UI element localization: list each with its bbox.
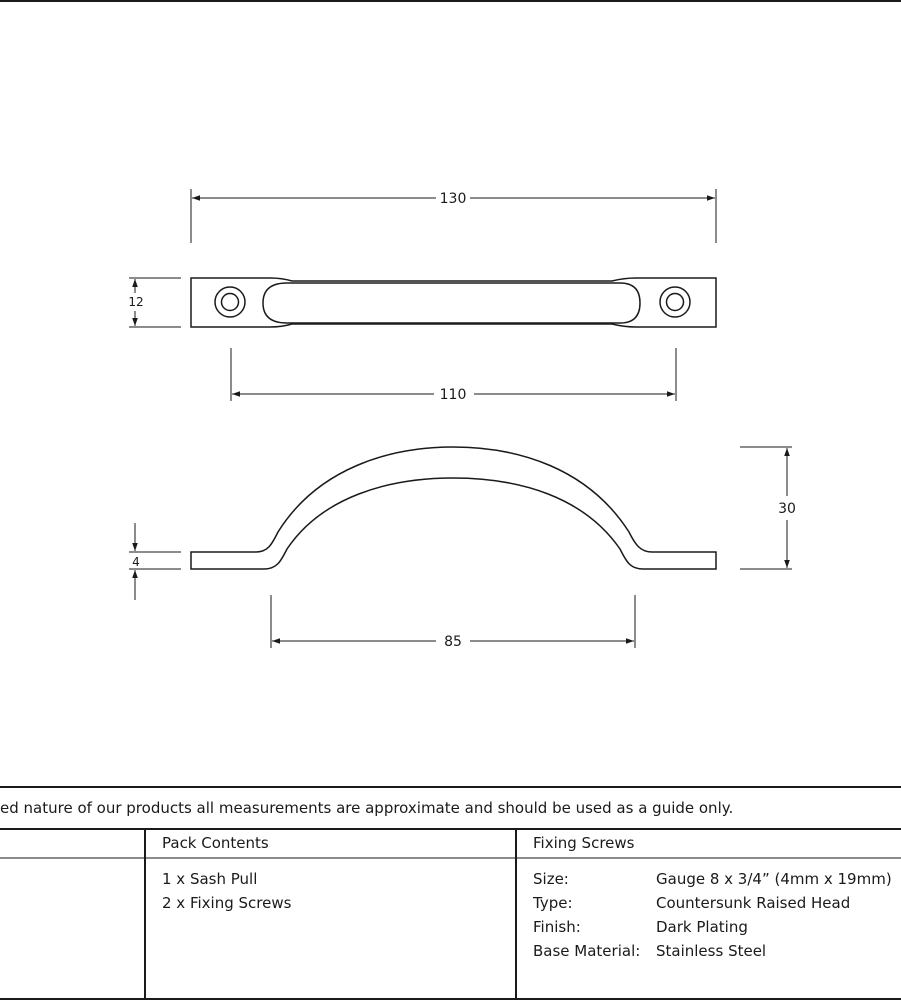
dim-inner-span-label: 85 <box>444 634 462 650</box>
side-view-profile <box>191 447 716 569</box>
footer-table-grid <box>0 787 901 999</box>
screw-finish-value: Dark Plating <box>656 918 748 936</box>
screw-material-value: Stainless Steel <box>656 942 767 960</box>
screw-type-label: Type: <box>533 894 573 912</box>
top-view-outline <box>191 278 716 327</box>
dim-hole-centres-label: 110 <box>439 387 467 403</box>
top-view-grip <box>263 283 640 323</box>
screw-material-label: Base Material: <box>533 942 641 960</box>
dim-plate-width-label: 12 <box>128 295 144 309</box>
left-screw-hole-inner <box>222 294 239 311</box>
dim-plate-thickness-label: 4 <box>132 555 140 569</box>
dim-height-label: 30 <box>778 501 796 517</box>
right-screw-hole-inner <box>667 294 684 311</box>
disclaimer-text: ed nature of our products all measurements are approximate and should be used as a guide only. <box>0 799 734 817</box>
screw-size-value: Gauge 8 x 3/4” (4mm x 19mm) <box>656 870 892 888</box>
pack-contents-item: 2 x Fixing Screws <box>162 894 292 912</box>
fixing-screws-heading: Fixing Screws <box>533 834 635 852</box>
dim-overall-length-label: 130 <box>439 191 467 207</box>
pack-contents-item: 1 x Sash Pull <box>162 870 258 888</box>
left-screw-hole-outer <box>215 287 245 317</box>
pack-contents-heading: Pack Contents <box>162 834 269 852</box>
screw-type-value: Countersunk Raised Head <box>656 894 851 912</box>
right-screw-hole-outer <box>660 287 690 317</box>
screw-finish-label: Finish: <box>533 918 581 936</box>
screw-size-label: Size: <box>533 870 569 888</box>
top-view <box>191 278 716 327</box>
